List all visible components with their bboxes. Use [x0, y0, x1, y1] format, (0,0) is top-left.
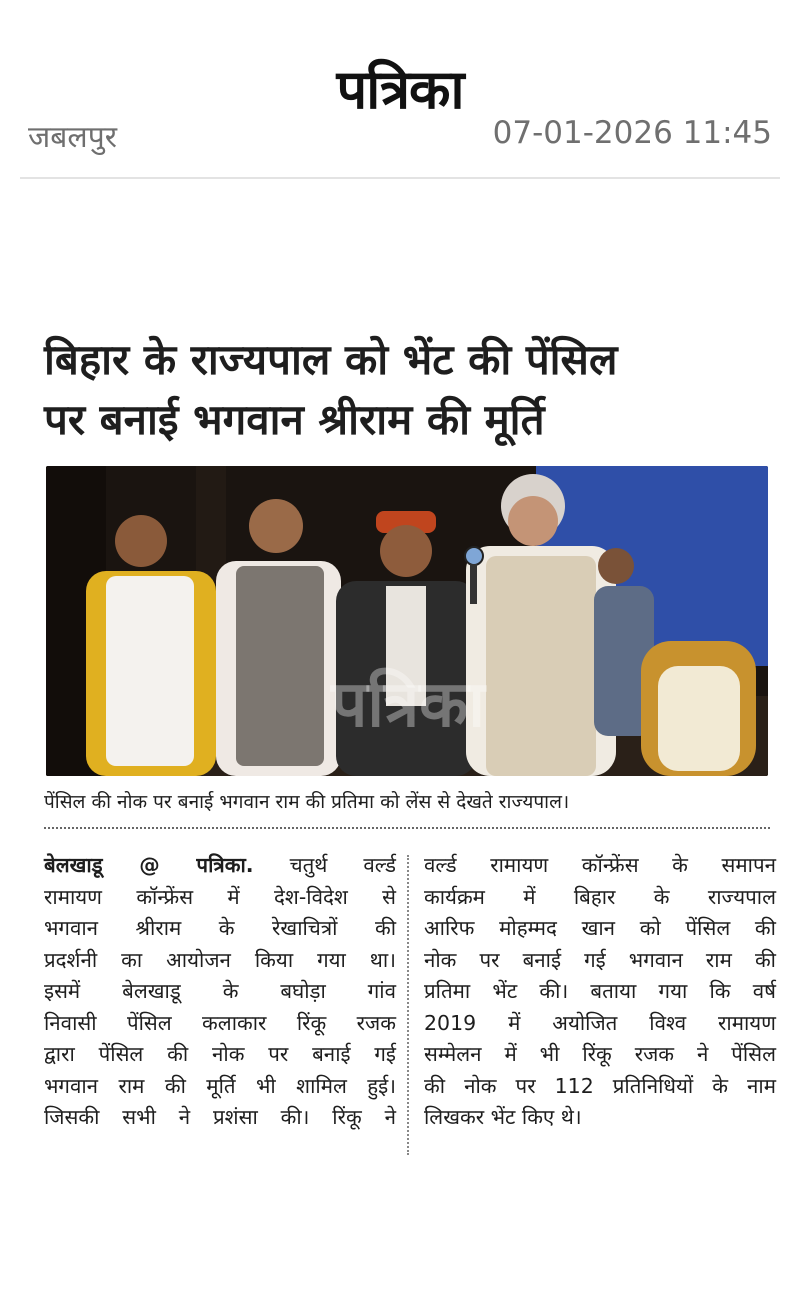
photo-caption: पेंसिल की नोक पर बनाई भगवान राम की प्रतिमा को लेंस से देखते राज्यपाल। — [44, 791, 570, 813]
news-photo — [46, 466, 768, 776]
headline-line-2: पर बनाई भगवान श्रीराम की मूर्ति — [44, 395, 545, 444]
column-1-line: प्रदर्शनी का आयोजन किया गया था। — [44, 947, 396, 972]
publish-datetime: 07-01-2026 11:45 — [492, 115, 772, 151]
column-1-line: इसमें बेलखाडू के बघोड़ा गांव — [44, 979, 396, 1003]
column-1-line-0-text: चतुर्थ वर्ल्ड — [253, 853, 396, 877]
column-2-line: लिखकर भेंट किए थे। — [424, 1105, 582, 1129]
headline-line-1: बिहार के राज्यपाल को भेंट की पेंसिल — [44, 335, 618, 384]
column-2-line: नोक पर बनाई गई भगवान राम की — [424, 947, 776, 972]
column-2-line: प्रतिमा भेंट की। बताया गया कि वर्ष — [424, 979, 776, 1003]
article-column-2 — [424, 850, 776, 1134]
headline — [44, 330, 769, 450]
column-divider — [407, 855, 409, 1155]
column-1-line: रामायण कॉन्फ्रेंस में देश-विदेश से — [44, 884, 396, 909]
column-1-line — [44, 850, 396, 882]
column-1-line: भगवान श्रीराम के रेखाचित्रों की — [44, 916, 396, 940]
header-divider — [20, 177, 780, 179]
column-2-line: की नोक पर 112 प्रतिनिधियों के नाम — [424, 1073, 776, 1098]
column-2-line: 2019 में अयोजित विश्व रामायण — [424, 1010, 776, 1035]
masthead-logo: पत्रिका — [336, 58, 464, 121]
city-label: जबलपुर — [28, 120, 118, 155]
column-1-line: भगवान राम की मूर्ति भी शामिल हुई। — [44, 1073, 396, 1098]
dateline: बेलखाडू @ पत्रिका. — [44, 853, 254, 877]
article-column-1 — [44, 850, 396, 1134]
column-1-line: निवासी पेंसिल कलाकार रिंकू रजक — [44, 1010, 396, 1035]
column-2-line: कार्यक्रम में बिहार के राज्यपाल — [424, 884, 776, 909]
column-1-line: जिसकी सभी ने प्रशंसा की। रिंकू ने — [44, 1105, 396, 1129]
caption-divider — [44, 827, 770, 829]
column-1-line: द्वारा पेंसिल की नोक पर बनाई गई — [44, 1042, 396, 1066]
column-2-line: वर्ल्ड रामायण कॉन्फ्रेंस के समापन — [424, 853, 776, 877]
photo-watermark: पत्रिका — [331, 668, 485, 742]
column-2-line: सम्मेलन में भी रिंकू रजक ने पेंसिल — [424, 1042, 776, 1066]
column-2-line: आरिफ मोहम्मद खान को पेंसिल की — [424, 916, 776, 940]
